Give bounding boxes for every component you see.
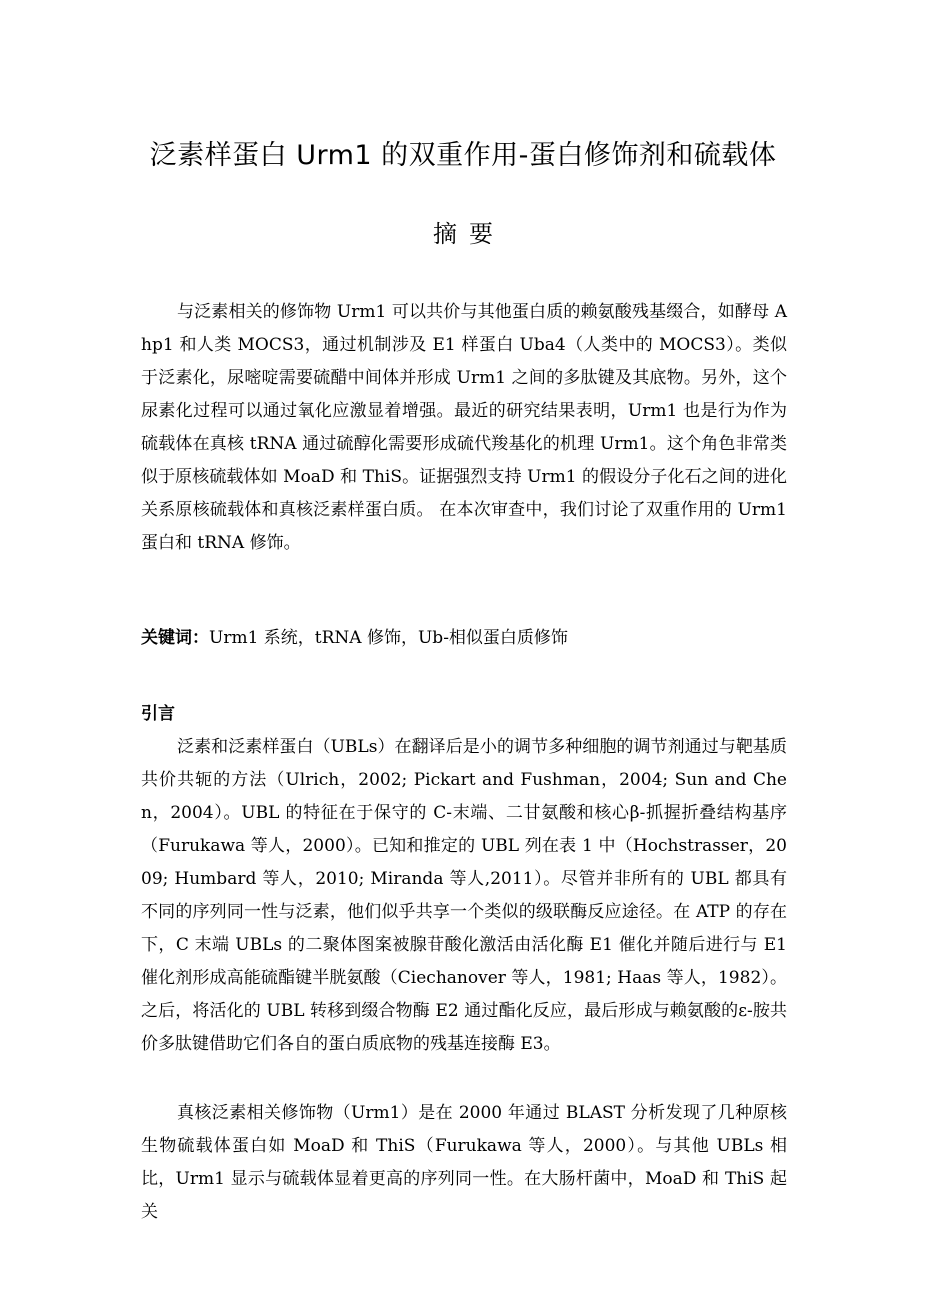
- abstract-heading: 摘要: [433, 220, 505, 248]
- keywords-line: [141, 622, 787, 655]
- introduction-paragraph: 真核泛素相关修饰物（Urm1）是在 2000 年通过 BLAST 分析发现了几种原核生物硫载体蛋白如 MoaD 和 ThiS（Furukawa 等人，2000）。与其他 UBLs 相比，Urm1 显示与硫载体显着更高的序列同一性。在大肠杆菌中，MoaD 和 ThiS 起关: [141, 1103, 787, 1222]
- abstract-paragraph: 与泛素相关的修饰物 Urm1 可以共价与其他蛋白质的赖氨酸残基缀合，如酵母 Ahp1 和人类 MOCS3，通过机制涉及 E1 样蛋白 Uba4（人类中的 MOCS3）。类似于泛素化，尿嘧啶需要硫醋中间体并形成 Urm1 之间的多肽键及其底物。另外，这个尿素化过程可以通过氧化应激显着增强。最近的研究结果表明，Urm1 也是行为作为硫载体在真核 tRNA 通过硫醇化需要形成硫代羧基化的机理 Urm1。这个角色非常类似于原核硫载体如 MoaD 和 ThiS。证据强烈支持 Urm1 的假设分子化石之间的进化关系原核硫载体和真核泛素样蛋白质。 在本次审查中，我们讨论了双重作用的 Urm1 蛋白和 tRNA 修饰。: [141, 302, 787, 553]
- keywords-text: Urm1 系统，tRNA 修饰，Ub-相似蛋白质修饰: [209, 628, 568, 648]
- paper-title: 泛素样蛋白 Urm1 的双重作用-蛋白修饰剂和硫载体: [149, 140, 777, 171]
- keywords-label: 关键词：: [141, 628, 209, 648]
- introduction-heading: 引言: [141, 704, 175, 724]
- introduction-paragraph: 泛素和泛素样蛋白（UBLs）在翻译后是小的调节多种细胞的调节剂通过与靶基质共价共轭的方法（Ulrich，2002; Pickart and Fushman，2004; Sun and Chen，2004）。UBL 的特征在于保守的 C-末端、二甘氨酸和核心β-抓握折叠结构基序（Furukawa 等人，2000）。已知和推定的 UBL 列在表 1 中（Hochstrasser，2009; Humbard 等人，2010; Miranda 等人,2011）。尽管并非所有的 UBL 都具有不同的序列同一性与泛素，他们似乎共享一个类似的级联酶反应途径。在 ATP 的存在下，C 末端 UBLs 的二聚体图案被腺苷酸化激活由活化酶 E1 催化并随后进行与 E1 催化剂形成高能硫酯键半胱氨酸（Ciechanover 等人，1981; Haas 等人，1982）。之后，将活化的 UBL 转移到缀合物酶 E2 通过酯化反应，最后形成与赖氨酸的ε-胺共价多肽键借助它们各自的蛋白质底物的残基连接酶 E3。: [141, 737, 787, 1054]
